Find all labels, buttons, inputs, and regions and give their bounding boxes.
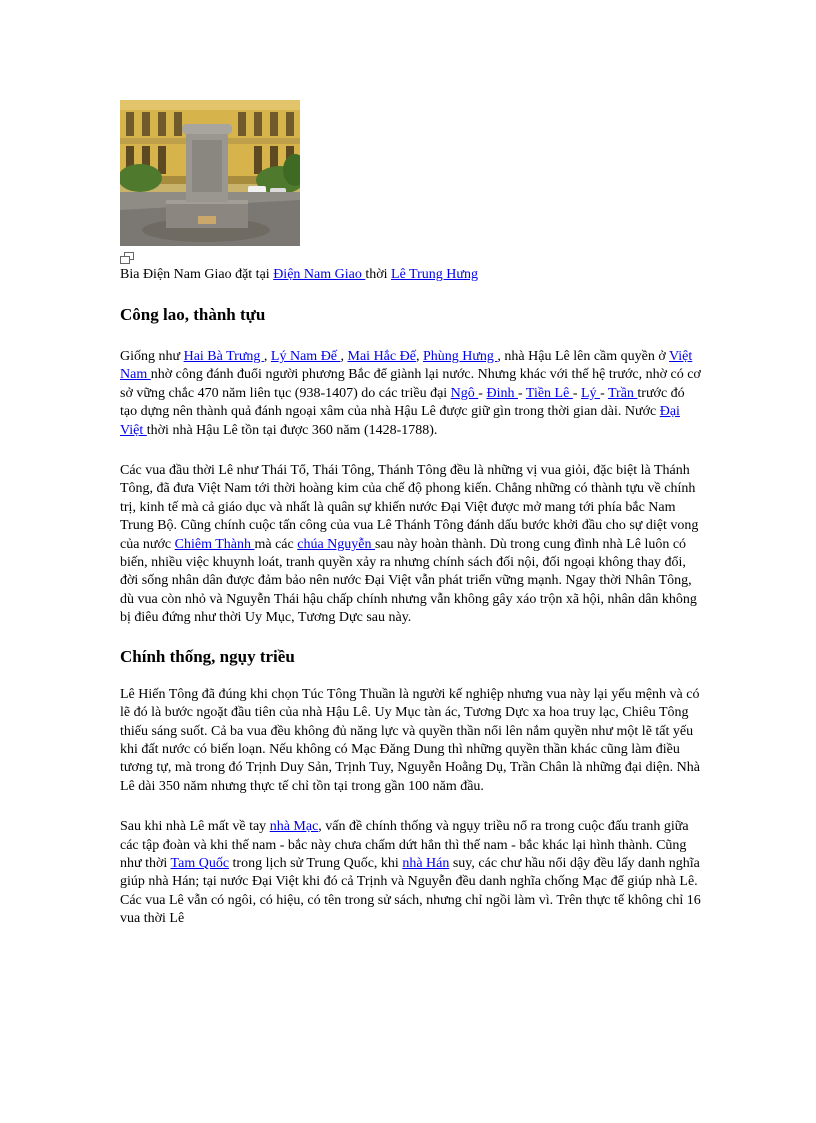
link-dai-viet[interactable]: Đại Việt xyxy=(120,404,680,438)
link-mai-hac-de[interactable]: Mai Hắc Đế xyxy=(347,349,416,364)
paragraph: Lê Hiến Tông đã đúng khi chọn Túc Tông Thuần là người kế nghiệp nhưng vua này lại yếu mệnh và có lẽ đó là bước ngoặt đầu tiên của nhà Hậu Lê. Uy Mục tàn ác, Tương Dực xa hoa truy lạc, Chiêu Tông thiếu sáng suốt. Cả ba vua đều không đủ năng lực và quyền thần nổi lên nắm quyền như một lẽ tất yếu khi đất nước có biến loạn. Nếu không có Mạc Đăng Dung thì những quyền thần khác cũng làm điều tương tự, mà trong đó Trịnh Duy Sản, Trịnh Tuy, Nguyễn Hoằng Dụ, Trần Chân là những đại diện. Nhà Lê dài 350 năm nhưng thực tế chỉ tồn tại trong gần 100 năm đầu. xyxy=(120,686,700,794)
paragraph xyxy=(120,818,705,928)
text-run: - xyxy=(478,385,487,401)
text-run: - xyxy=(517,385,526,401)
link-nha-han[interactable]: nhà Hán xyxy=(402,855,450,871)
link-le-trung-hung[interactable]: Lê Trung Hưng xyxy=(391,267,478,282)
text-run: , xyxy=(340,349,348,364)
text-run: trong lịch sử Trung Quốc, khi xyxy=(229,855,403,871)
text-run: , xyxy=(415,349,423,364)
link-viet-nam[interactable]: Việt Nam xyxy=(120,349,693,383)
link-dien-nam-giao[interactable]: Điện Nam Giao xyxy=(273,267,366,282)
link-tran[interactable]: Trần xyxy=(607,385,638,401)
image-caption xyxy=(120,266,705,284)
text-run: , xyxy=(263,349,271,364)
enlarge-icon[interactable] xyxy=(120,252,134,264)
paragraph xyxy=(120,348,705,440)
paragraph xyxy=(120,462,705,628)
text-run: - xyxy=(600,385,608,401)
link-tien-le[interactable]: Tiền Lê xyxy=(525,385,573,401)
link-phung-hung[interactable]: Phùng Hưng xyxy=(422,349,498,364)
text-run: sau này hoàn thành. Dù trong cung đình nhà Lê luôn có biến, nhiều việc khuynh loát, tranh quyền xảy ra nhưng chính sách đối nội, đối ngoại không thay đổi, đời sống nhân dân được đảm bảo nên nước Đại Việt vẫn phát triển vững mạnh. Ngay thời Nhân Tông, dù vua còn nhỏ và Nguyễn Thái hậu chấp chính nhưng vẫn không gây xáo trộn xã hội, nhân dân không bị điêu đứng như thời Uy Mục, Tương Dực sau này. xyxy=(120,536,697,626)
link-nha-mac[interactable]: nhà Mạc xyxy=(269,819,319,835)
section-heading: Công lao, thành tựu xyxy=(120,305,266,324)
text-run: - xyxy=(572,385,581,401)
text-run: , nhà Hậu Lê lên cầm quyền ở xyxy=(497,349,670,364)
text-run: mà các xyxy=(254,536,298,552)
section-heading: Chính thống, ngụy triều xyxy=(120,646,295,666)
link-dinh[interactable]: Đinh xyxy=(486,385,518,401)
text-run: suy, các chư hầu nổi dậy đều lấy danh nghĩa giúp nhà Hán; tại nước Đại Việt khi đó cả Trịnh và Nguyễn đều danh nghĩa chống Mạc để giúp nhà Lê. Các vua Lê vẫn có ngôi, có hiệu, có tên trong sử sách, nhưng chỉ ngồi làm vì. Trên thực tế không chỉ 16 vua thời Lê xyxy=(120,855,701,927)
stele-photo xyxy=(120,100,300,246)
text-run: Sau khi nhà Lê mất về tay xyxy=(120,819,270,835)
link-tam-quoc[interactable]: Tam Quốc xyxy=(170,855,230,871)
link-ly-nam-de[interactable]: Lý Nam Đế xyxy=(270,349,341,364)
text-run: , vấn đề chính thống và ngụy triều nổ ra trong cuộc đấu tranh giữa các tập đoàn và khi thế nam - bắc này chưa chấm dứt hẳn thì thế nam - bắc khác lại hình thành. Cũng như thời xyxy=(120,819,689,871)
text-run: Giống như xyxy=(120,349,184,364)
link-chiem-thanh[interactable]: Chiêm Thành xyxy=(174,536,255,552)
caption-text: Bia Điện Nam Giao đặt tại xyxy=(120,267,274,282)
text-run: nhờ công đánh đuổi người phương Bắc để giành lại nước. Nhưng khác với thế hệ trước, nhờ có cơ sở vững chắc 470 năm liên tục (938-1407) do các triều đại xyxy=(120,367,701,401)
link-chua-nguyen[interactable]: chúa Nguyễn xyxy=(297,536,375,552)
link-ly[interactable]: Lý xyxy=(581,385,601,401)
text-run: thời nhà Hậu Lê tồn tại được 360 năm (1428-1788). xyxy=(146,422,438,438)
document-page xyxy=(120,100,705,929)
caption-text: thời xyxy=(365,267,392,282)
text-run: Các vua đầu thời Lê như Thái Tổ, Thái Tông, Thánh Tông đều là những vị vua giỏi, đặc biệt là Thánh Tông, đã đưa Việt Nam tới thời hoàng kim của chế độ phong kiến. Chẳng những có thành tựu về chính trị, kinh tế mà cả giáo dục và nhất là quân sự khiến nước Đại Việt được mở mang tới phía bắc Nam Trung Bộ. Cũng chính cuộc tấn công của vua Lê Thánh Tông đánh dấu bước khởi đầu cho sự diệt vong của nước xyxy=(120,463,699,552)
link-ngo[interactable]: Ngô xyxy=(450,385,479,401)
link-hai-ba-trung[interactable]: Hai Bà Trưng xyxy=(183,349,264,364)
text-run: trước đó tạo dựng nên thành quả đánh ngoại xâm của nhà Hậu Lê được giữ gìn trong thời gian dài. Nước xyxy=(120,385,685,420)
